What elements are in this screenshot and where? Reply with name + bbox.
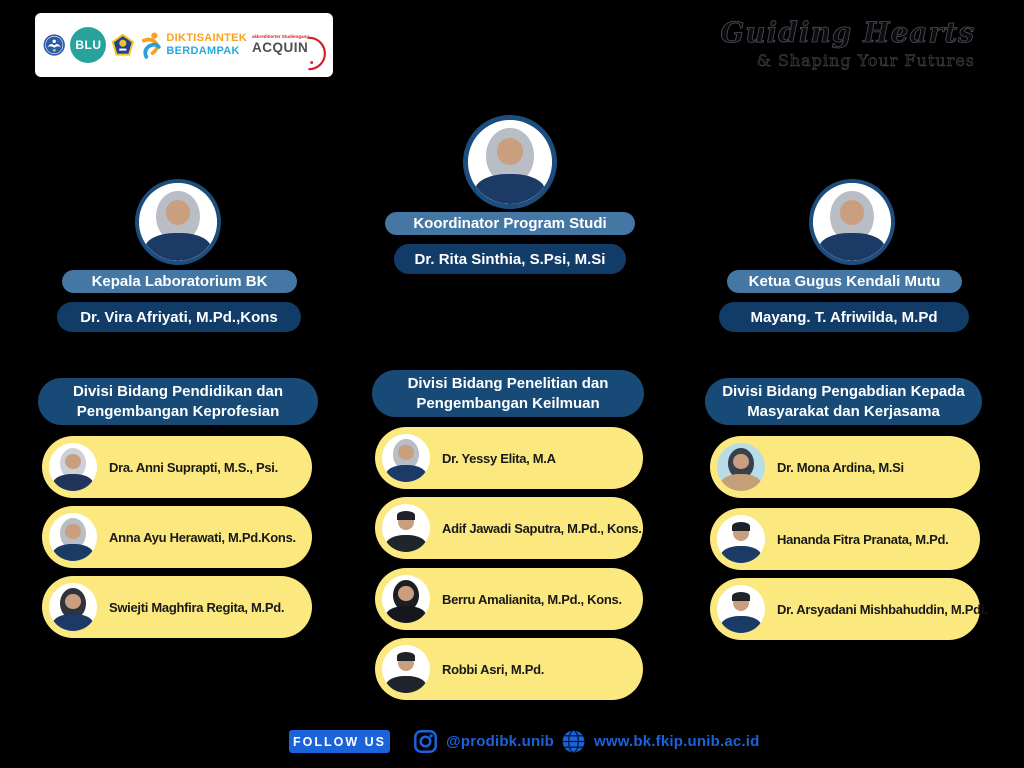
website-link[interactable] <box>561 729 760 754</box>
member-photo <box>717 585 765 633</box>
diktisaintek-wordmark <box>166 32 247 57</box>
acquin-logo <box>252 35 325 55</box>
member-name: Anna Ayu Herawati, M.Pd.Kons. <box>109 529 296 545</box>
division-header-penelitian: Divisi Bidang Penelitian dan Pengembangan Keilmuan <box>372 370 644 417</box>
member-name: Swiejti Maghfira Regita, M.Pd. <box>109 599 285 615</box>
koordinator-photo <box>463 115 557 209</box>
instagram-link[interactable] <box>413 729 554 754</box>
acquin-subtext: akkreditierter Studiengang <box>251 34 309 40</box>
member-row <box>42 576 312 638</box>
member-row <box>375 638 643 700</box>
gugus-mutu-name-pill: Mayang. T. Afriwilda, M.Pd <box>719 302 969 332</box>
member-name: Berru Amalianita, M.Pd., Kons. <box>442 591 622 607</box>
member-row <box>710 578 988 640</box>
gugus-mutu-title-pill: Ketua Gugus Kendali Mutu <box>727 270 962 293</box>
member-row <box>42 506 312 568</box>
acquin-arc-icon <box>301 35 329 72</box>
tagline <box>720 16 975 70</box>
kepala-lab-title-pill: Kepala Laboratorium BK <box>62 270 297 293</box>
member-name: Hananda Fitra Pranata, M.Pd. <box>777 531 949 547</box>
member-photo <box>49 443 97 491</box>
diktisaintek-figure-icon <box>140 22 161 68</box>
globe-icon[interactable] <box>561 729 586 754</box>
member-photo <box>382 434 430 482</box>
blu-logo-icon <box>70 27 106 63</box>
gugus-mutu-photo <box>809 179 895 265</box>
member-name: Dra. Anni Suprapti, M.S., Psi. <box>109 459 278 475</box>
member-name: Adif Jawadi Saputra, M.Pd., Kons. <box>442 520 642 536</box>
acquin-label: ACQUIN <box>251 39 309 55</box>
follow-us-button[interactable]: FOLLOW US <box>289 730 390 753</box>
kemdikbud-logo-icon <box>43 26 65 64</box>
member-photo <box>382 645 430 693</box>
koordinator-title-pill: Koordinator Program Studi <box>385 212 635 235</box>
member-photo <box>382 575 430 623</box>
member-row <box>375 497 643 559</box>
division-header-pendidikan: Divisi Bidang Pendidikan dan Pengembangan Keprofesian <box>38 378 318 425</box>
member-row <box>710 508 980 570</box>
member-photo <box>49 513 97 561</box>
member-row <box>710 436 980 498</box>
member-row <box>375 568 643 630</box>
diktisaintek-line1: DIKTISAINTEK <box>166 32 247 45</box>
diktisaintek-line2: BERDAMPAK <box>166 45 240 57</box>
member-name: Dr. Arsyadani Mishbahuddin, M.Pdi. <box>777 601 988 617</box>
member-photo <box>717 515 765 563</box>
member-name: Robbi Asri, M.Pd. <box>442 661 545 677</box>
member-name: Dr. Yessy Elita, M.A <box>442 450 556 466</box>
member-photo <box>49 583 97 631</box>
unib-logo-icon <box>111 25 135 65</box>
instagram-icon[interactable] <box>413 729 438 754</box>
website-url[interactable]: www.bk.fkip.unib.ac.id <box>594 733 760 750</box>
member-name: Dr. Mona Ardina, M.Si <box>777 459 904 475</box>
member-row <box>375 427 643 489</box>
kepala-lab-photo <box>135 179 221 265</box>
logo-bar <box>35 13 333 77</box>
blu-label: BLU <box>75 38 102 52</box>
koordinator-name-pill: Dr. Rita Sinthia, S.Psi, M.Si <box>394 244 626 274</box>
member-row <box>42 436 312 498</box>
member-photo <box>382 504 430 552</box>
division-header-pengabdian: Divisi Bidang Pengabdian Kepada Masyarakat dan Kerjasama <box>705 378 982 425</box>
kepala-lab-name-pill: Dr. Vira Afriyati, M.Pd.,Kons <box>57 302 301 332</box>
member-photo <box>717 443 765 491</box>
tagline-line1: Guiding Hearts <box>720 16 975 49</box>
tagline-line2: & Shaping Your Futures <box>756 51 975 70</box>
instagram-handle[interactable]: @prodibk.unib <box>446 733 555 750</box>
